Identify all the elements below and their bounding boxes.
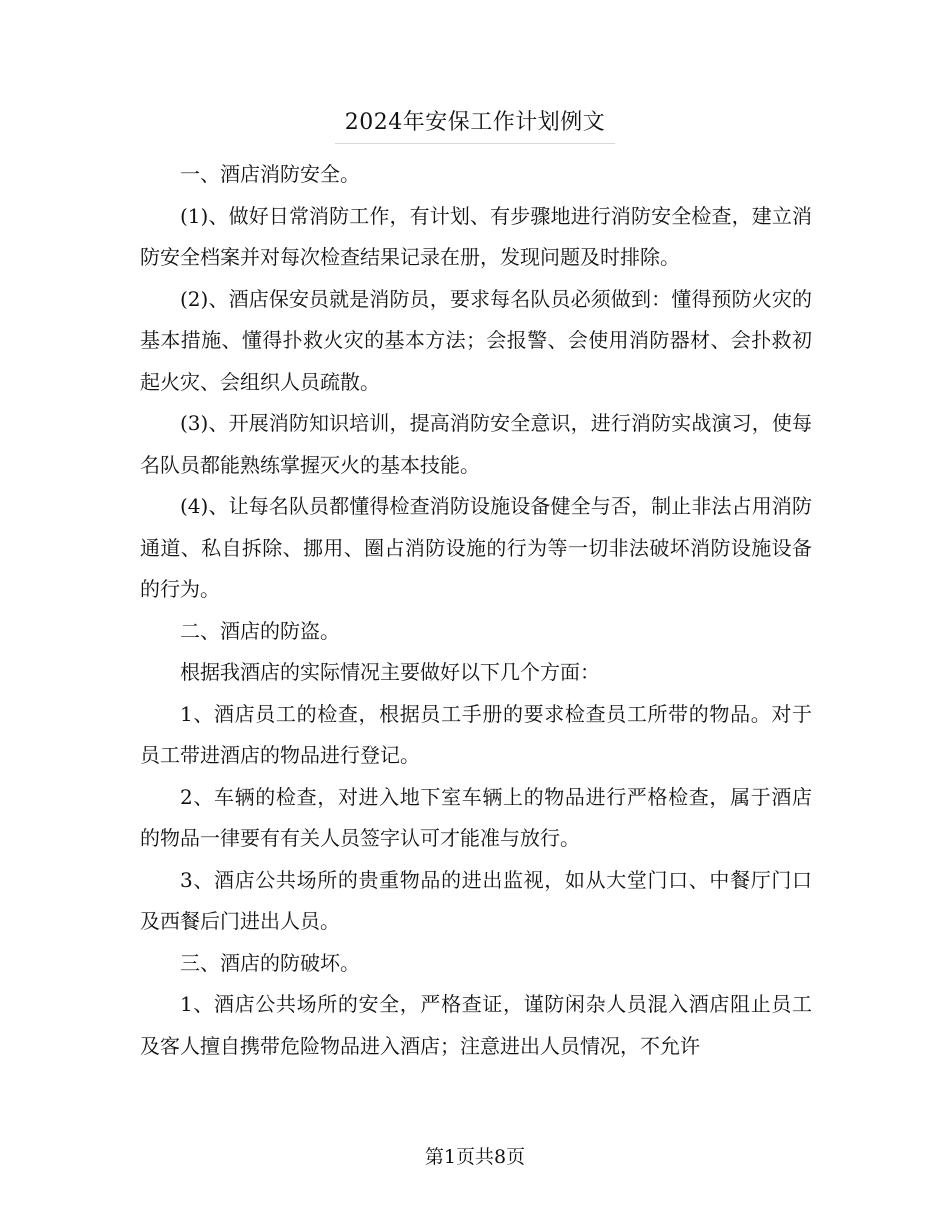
- title-divider: [335, 143, 615, 144]
- paragraph: (4)、让每名队员都懂得检查消防设施设备健全与否，制止非法占用消防通道、私自拆除、挪用、圈占消防设施的行为等一切非法破坏消防设施设备的行为。: [140, 494, 812, 601]
- document-body: [140, 154, 812, 1067]
- paragraph: 3、酒店公共场所的贵重物品的进出监视，如从大堂门口、中餐厅门口及西餐后门进出人员。: [140, 867, 812, 933]
- paragraph: (1)、做好日常消防工作，有计划、有步骤地进行消防安全检查，建立消防安全档案并对每次检查结果记录在册，发现问题及时排除。: [140, 203, 812, 269]
- document-title: 2024年安保工作计划例文: [344, 110, 606, 135]
- section-heading-fire-safety: 一、酒店消防安全。: [180, 162, 360, 186]
- paragraph: 2、车辆的检查，对进入地下室车辆上的物品进行严格检查，属于酒店的物品一律要有有关人员签字认可才能准与放行。: [140, 784, 812, 850]
- paragraph: 1、酒店员工的检查，根据员工手册的要求检查员工所带的物品。对于员工带进酒店的物品进行登记。: [140, 701, 812, 767]
- paragraph: (2)、酒店保安员就是消防员，要求每名队员必须做到：懂得预防火灾的基本措施、懂得扑救火灾的基本方法；会报警、会使用消防器材、会扑救初起火灾、会组织人员疏散。: [140, 286, 812, 394]
- section-heading-sabotage-prevention: 三、酒店的防破坏。: [180, 950, 360, 975]
- paragraph: 1、酒店公共场所的安全，严格查证，谨防闲杂人员混入酒店阻止员工及客人擅自携带危险物品进入酒店；注意进出人员情况，不允许: [140, 992, 812, 1058]
- paragraph: 根据我酒店的实际情况主要做好以下几个方面：: [180, 660, 600, 684]
- page-number-footer: 第1页共8页: [424, 1146, 526, 1168]
- paragraph: (3)、开展消防知识培训，提高消防安全意识，进行消防实战演习，使每名队员都能熟练掌握灭火的基本技能。: [140, 411, 812, 477]
- section-heading-theft-prevention: 二、酒店的防盗。: [180, 618, 340, 643]
